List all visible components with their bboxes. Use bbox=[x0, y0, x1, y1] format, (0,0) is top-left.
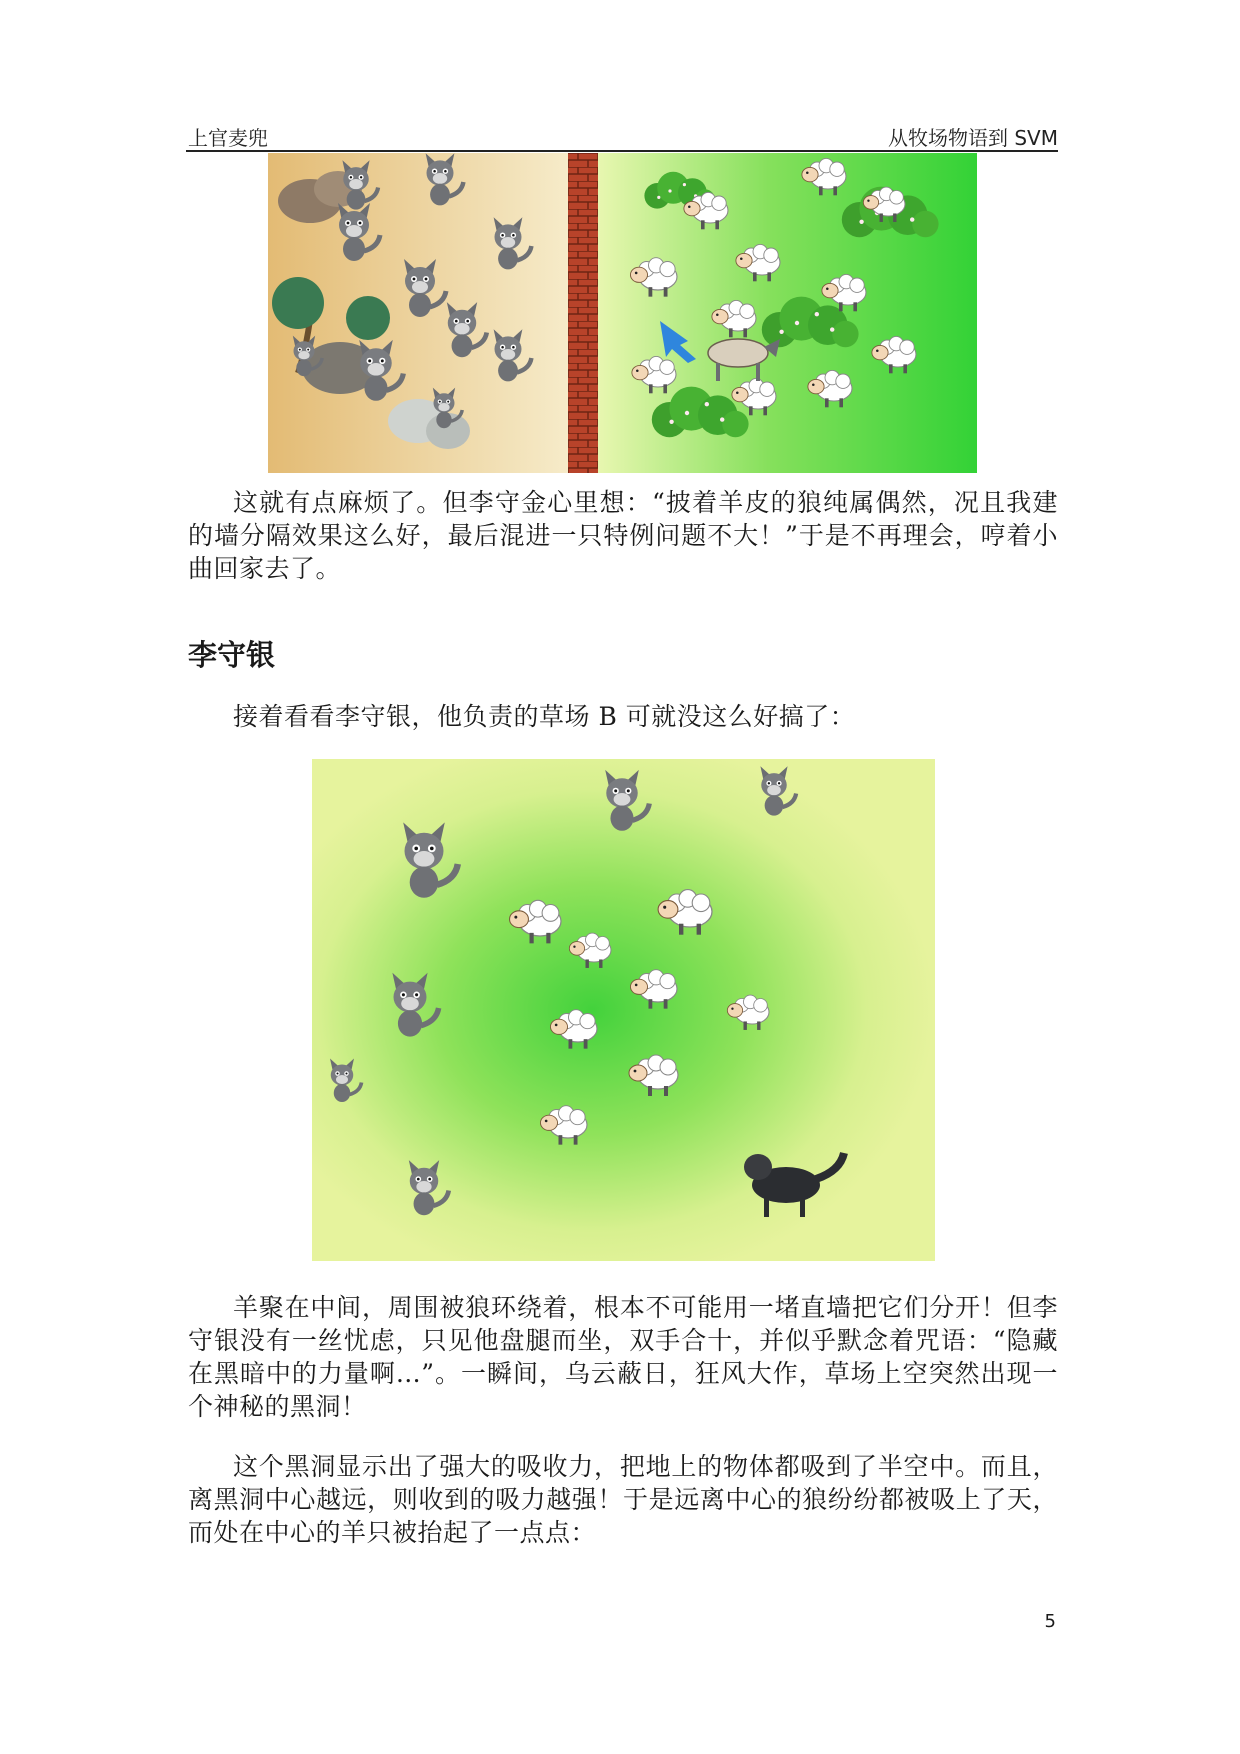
figure-wall-separation bbox=[268, 153, 977, 473]
paragraph-4: 这个黑洞显示出了强大的吸收力，把地上的物体都吸到了半空中。而且，离黑洞中心越远，则收到的吸力越强！于是远离中心的狼纷纷都被吸上了天，而处在中心的羊只被抬起了一点点： bbox=[188, 1452, 1058, 1547]
paragraph-3: 羊聚在中间，周围被狼环绕着，根本不可能用一堵直墙把它们分开！但李守银没有一丝忧虑，只见他盘腿而坐，双手合十，并似乎默念着咒语：“隐藏在黑暗中的力量啊…”。一瞬间，乌云蔽日，狂风大作，草场上空突然出现一个神秘的黑洞！ bbox=[188, 1293, 1058, 1421]
header-rule bbox=[186, 150, 1058, 152]
section-title: 李守银 bbox=[188, 638, 276, 672]
header-right: 从牧场物语到 SVM bbox=[888, 126, 1058, 150]
header-left: 上官麦兜 bbox=[188, 126, 268, 150]
brick-wall bbox=[568, 153, 598, 473]
paragraph-2: 接着看看李守银，他负责的草场 B 可就没这么好搞了： bbox=[233, 702, 856, 731]
figure-sheep-surrounded-by-wolves bbox=[312, 759, 935, 1261]
page-number: 5 bbox=[1044, 1611, 1056, 1632]
paragraph-1: 这就有点麻烦了。但李守金心里想：“披着羊皮的狼纯属偶然，况且我建的墙分隔效果这么好，最后混进一只特例问题不大！”于是不再理会，哼着小曲回家去了。 bbox=[188, 488, 1058, 583]
